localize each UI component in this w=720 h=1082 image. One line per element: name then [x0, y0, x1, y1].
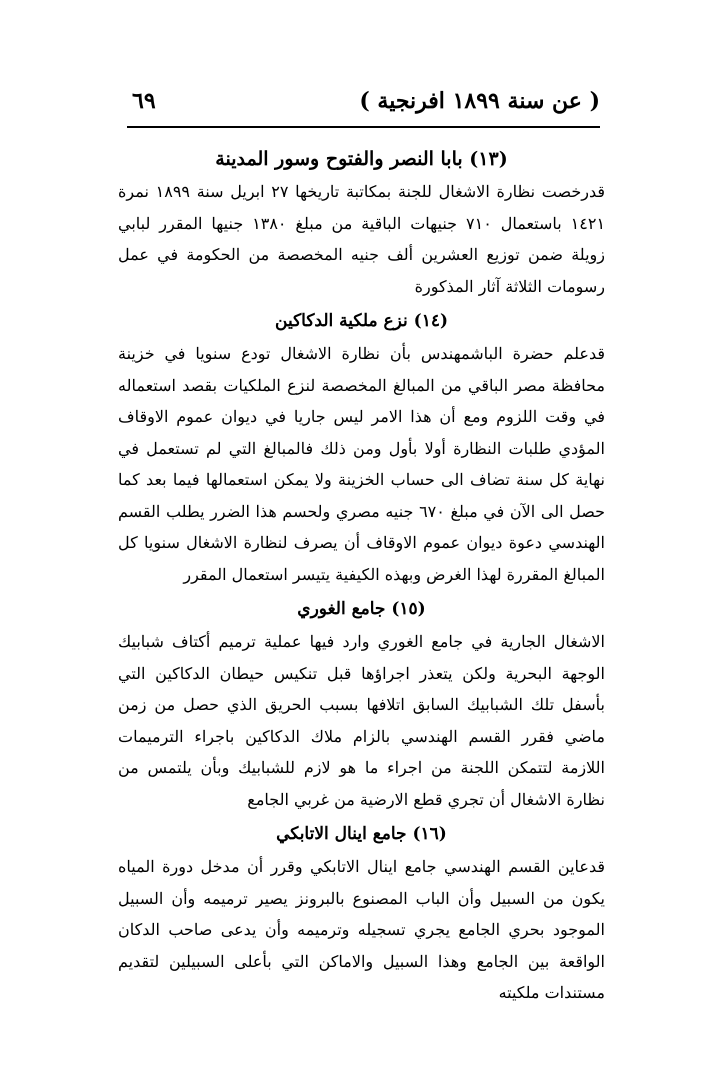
- page-number: ٦٩: [132, 88, 156, 114]
- section-heading-16: (١٦) جامع اينال الاتابكي: [276, 824, 447, 844]
- section-body-13: قدرخصت نظارة الاشغال للجنة بمكاتبة تاريخها ٢٧ ابريل سنة ١٨٩٩ نمرة ١٤٢١ باستعمال ٧١٠ جنيهات الباقية من مبلغ ١٣٨٠ جنيها المقرر لبابي زويلة ضمن توزيع العشرين ألف جنيه المخصصة من الحكومة في عمل رسومات الثلاثة آثار المذكورة: [118, 182, 606, 296]
- page-body: [118, 140, 605, 1009]
- section-heading-13: (١٣) بابا النصر والفتوح وسور المدينة: [215, 148, 508, 170]
- running-header: [130, 88, 600, 122]
- section-heading-15: (١٥) جامع الغوري: [297, 599, 426, 619]
- section-body-14: قدعلم حضرة الباشمهندس بأن نظارة الاشغال تودع سنويا في خزينة محافظة مصر الباقي من المبالغ المخصصة لنزع الملكيات بقصد استعماله في وقت اللزوم ومع أن هذا الامر ليس جاريا في ديوان عموم الاوقاف المؤدي طلبات النظارة أولا بأول ومن ذلك فالمبالغ التي لم تستعمل في نهاية كل سنة تضاف الى حساب الخزينة ولا يمكن استعمالها فيما بعد كما حصل الى الآن في مبلغ ٦٧٠ جنيه مصري ولحسم هذا الضرر يطلب القسم الهندسي دعوة ديوان عموم الاوقاف أن يصرف لنظارة الاشغال سنويا كل المبالغ المقررة لهذا الغرض وبهذه الكيفية يتيسر استعمال المقرر: [118, 344, 606, 584]
- section-heading-14: (١٤) نزع ملكية الدكاكين: [275, 311, 448, 331]
- section-body-16: قدعاين القسم الهندسي جامع اينال الاتابكي وقرر أن مدخل دورة المياه يكون من السبيل وأن الباب المصنوع بالبرونز يصير ترميمه وأن السبيل الموجود بحري الجامع يجري تسجيله وترميمه وأن يدعى صاحب الدكان الواقعة بين الجامع وهذا السبيل والاماكن التي بأعلى السبيلين لتقديم مستندات ملكيته: [118, 857, 606, 1002]
- running-title: ( عن سنة ١٨٩٩ افرنجية ): [359, 88, 600, 114]
- section-body-15: الاشغال الجارية في جامع الغوري وارد فيها عملية ترميم أكتاف شبابيك الوجهة البحرية ولكن يتعذر اجراؤها قبل تنكيس حيطان الدكاكين التي بأسفل تلك الشبابيك السابق اتلافها بسبب الحريق الذي حصل من زمن ماضي فقرر القسم الهندسي بالزام ملاك الدكاكين باجراء الترميمات اللازمة لتتمكن اللجنة من اجراء ما هو لازم للشبابيك وبأن يلتمس من نظارة الاشغال أن تجري قطع الارضية من غربي الجامع: [118, 632, 605, 809]
- header-rule: [127, 126, 600, 128]
